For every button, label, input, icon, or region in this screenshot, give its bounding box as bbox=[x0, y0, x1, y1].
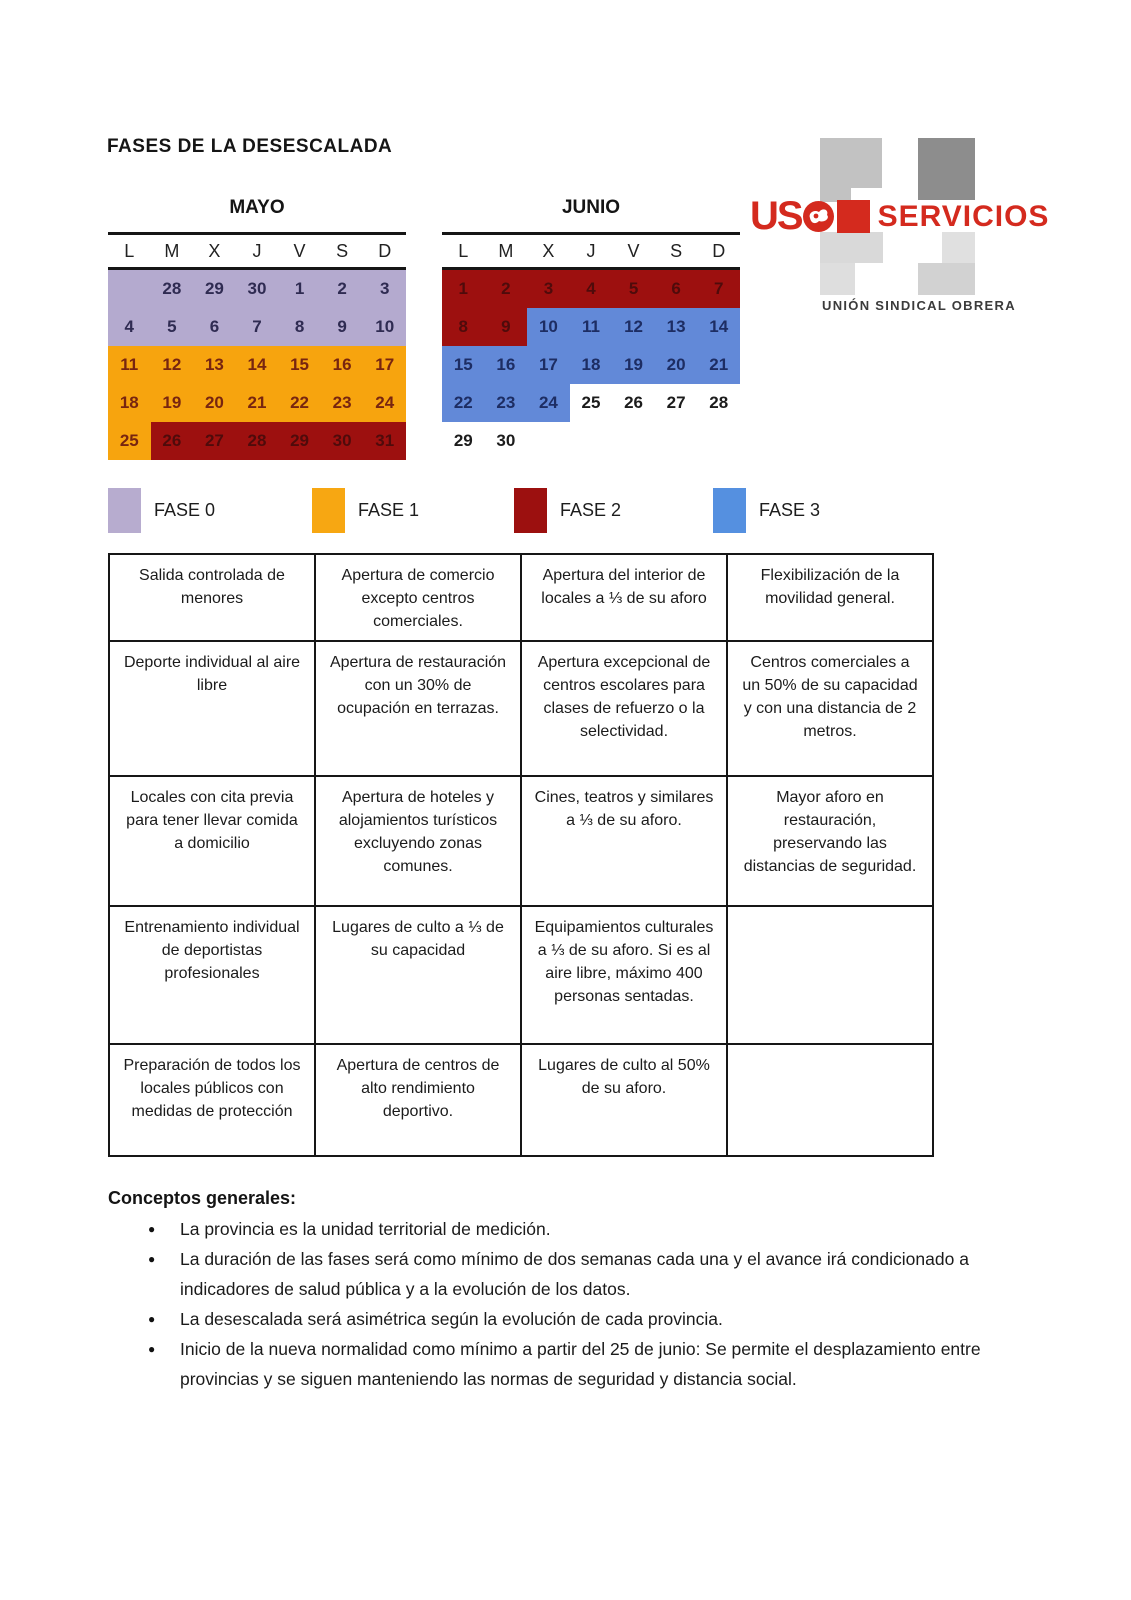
calendar-day-cell: 17 bbox=[527, 346, 570, 384]
calendar-day-cell: 2 bbox=[321, 270, 364, 308]
calendar-day-cell: 5 bbox=[151, 308, 194, 346]
calendar-day-cell: 14 bbox=[697, 308, 740, 346]
logo-block-icon bbox=[918, 138, 975, 200]
phases-table bbox=[108, 553, 934, 1157]
day-header-cell: J bbox=[252, 240, 262, 261]
calendar-grid bbox=[108, 270, 406, 460]
day-header-cell: L bbox=[458, 240, 469, 261]
day-header-cell: D bbox=[378, 240, 392, 261]
table-row bbox=[109, 906, 933, 1044]
day-header-cell: D bbox=[712, 240, 726, 261]
calendar-day-cell: 7 bbox=[697, 270, 740, 308]
calendar-day-cell: 21 bbox=[697, 346, 740, 384]
calendar-day-cell: 12 bbox=[151, 346, 194, 384]
calendar-day-cell: 12 bbox=[612, 308, 655, 346]
calendar-day-cell: 29 bbox=[278, 422, 321, 460]
calendar-title: JUNIO bbox=[561, 197, 621, 218]
table-cell: Apertura de centros de alto rendimiento deportivo. bbox=[315, 1044, 521, 1156]
table-cell: Flexibilización de la movilidad general. bbox=[727, 554, 933, 641]
calendar-day-cell bbox=[697, 422, 740, 460]
concepts-list bbox=[142, 1214, 1032, 1394]
table-cell bbox=[727, 906, 933, 1044]
calendar-day-cell: 19 bbox=[612, 346, 655, 384]
calendar-day-cell: 26 bbox=[612, 384, 655, 422]
dove-icon bbox=[803, 201, 834, 232]
calendar-day-cell: 24 bbox=[527, 384, 570, 422]
table-cell: Salida controlada de menores bbox=[109, 554, 315, 641]
calendar-day-cell: 22 bbox=[278, 384, 321, 422]
calendar-day-cell: 4 bbox=[108, 308, 151, 346]
legend-label: FASE 0 bbox=[154, 499, 216, 520]
uso-servicios-logo bbox=[750, 138, 1050, 323]
brand-square-icon bbox=[837, 200, 870, 233]
calendar-day-cell: 25 bbox=[570, 384, 613, 422]
calendar-day-cell bbox=[655, 422, 698, 460]
calendar-day-cell: 1 bbox=[278, 270, 321, 308]
calendar-day-cell: 10 bbox=[363, 308, 406, 346]
calendar-day-cell: 19 bbox=[151, 384, 194, 422]
calendar-day-headers bbox=[442, 232, 740, 270]
table-cell: Preparación de todos los locales públicos con medidas de protección bbox=[109, 1044, 315, 1156]
calendar-day-cell: 9 bbox=[485, 308, 528, 346]
table-row bbox=[109, 776, 933, 906]
day-header-cell: S bbox=[670, 240, 683, 261]
calendar-day-cell: 16 bbox=[485, 346, 528, 384]
calendar-day-cell: 30 bbox=[236, 270, 279, 308]
calendar-day-cell: 8 bbox=[442, 308, 485, 346]
calendar-day-cell: 3 bbox=[363, 270, 406, 308]
legend-swatch-icon bbox=[713, 488, 746, 533]
legend-swatch-icon bbox=[108, 488, 141, 533]
calendar-day-cell: 13 bbox=[193, 346, 236, 384]
calendar-day-cell: 29 bbox=[193, 270, 236, 308]
day-header-cell: M bbox=[164, 240, 180, 261]
calendar-day-cell: 18 bbox=[108, 384, 151, 422]
calendar-day-cell bbox=[612, 422, 655, 460]
list-item: ● La desescalada será asimétrica según la evolución de cada provincia. bbox=[142, 1304, 1032, 1334]
calendar-day-cell: 15 bbox=[442, 346, 485, 384]
table-row bbox=[109, 554, 933, 641]
table-cell: Apertura del interior de locales a ⅓ de su aforo bbox=[521, 554, 727, 641]
calendar-day-cell: 23 bbox=[321, 384, 364, 422]
calendar-day-cell: 3 bbox=[527, 270, 570, 308]
calendar-day-cell: 25 bbox=[108, 422, 151, 460]
logo-block-icon bbox=[820, 263, 855, 295]
calendar-day-cell: 14 bbox=[236, 346, 279, 384]
calendar-day-cell: 7 bbox=[236, 308, 279, 346]
table-cell: Lugares de culto al 50% de su aforo. bbox=[521, 1044, 727, 1156]
table-cell: Equipamientos culturales a ⅓ de su aforo. Si es al aire libre, máximo 400 personas sentadas. bbox=[521, 906, 727, 1044]
logo-block-icon bbox=[918, 263, 975, 295]
table-cell: Apertura de comercio excepto centros comerciales. bbox=[315, 554, 521, 641]
calendar-day-cell: 27 bbox=[193, 422, 236, 460]
logo-subtitle: UNIÓN SINDICAL OBRERA bbox=[822, 298, 1016, 313]
logo-wordmark bbox=[750, 194, 1050, 238]
calendar-day-cell: 13 bbox=[655, 308, 698, 346]
table-row bbox=[109, 641, 933, 776]
legend-label: FASE 1 bbox=[358, 499, 420, 520]
table-cell: Entrenamiento individual de deportistas profesionales bbox=[109, 906, 315, 1044]
day-header-cell: V bbox=[293, 240, 306, 261]
legend-item bbox=[312, 487, 419, 533]
table-cell bbox=[727, 1044, 933, 1156]
calendar-day-cell: 5 bbox=[612, 270, 655, 308]
legend-swatch-icon bbox=[514, 488, 547, 533]
calendar-day-cell: 24 bbox=[363, 384, 406, 422]
day-header-cell: M bbox=[498, 240, 514, 261]
calendar-grid bbox=[442, 270, 740, 460]
calendar-day-cell: 6 bbox=[655, 270, 698, 308]
calendar-day-cell: 1 bbox=[442, 270, 485, 308]
day-header-cell: S bbox=[336, 240, 349, 261]
calendar-day-cell: 20 bbox=[655, 346, 698, 384]
list-item: ● La duración de las fases será como mínimo de dos semanas cada una y el avance irá condicionado a indicadores de salud pública y a la evolución de los datos. bbox=[142, 1244, 1032, 1304]
calendar-day-cell: 4 bbox=[570, 270, 613, 308]
calendar-june bbox=[442, 197, 740, 460]
calendar-day-cell bbox=[108, 270, 151, 308]
calendar-day-cell: 11 bbox=[570, 308, 613, 346]
table-cell: Centros comerciales a un 50% de su capacidad y con una distancia de 2 metros. bbox=[727, 641, 933, 776]
concepts-heading: Conceptos generales: bbox=[108, 1188, 297, 1208]
table-cell: Apertura de restauración con un 30% de ocupación en terrazas. bbox=[315, 641, 521, 776]
calendar-day-cell: 31 bbox=[363, 422, 406, 460]
calendar-day-cell: 26 bbox=[151, 422, 194, 460]
logo-block-icon bbox=[820, 138, 882, 188]
calendar-day-cell: 16 bbox=[321, 346, 364, 384]
logo-block-icon bbox=[942, 232, 975, 263]
table-cell: Deporte individual al aire libre bbox=[109, 641, 315, 776]
calendar-day-cell: 30 bbox=[485, 422, 528, 460]
calendar-day-cell: 15 bbox=[278, 346, 321, 384]
list-item: ● La provincia es la unidad territorial de medición. bbox=[142, 1214, 1032, 1244]
calendar-day-cell: 2 bbox=[485, 270, 528, 308]
table-cell: Cines, teatros y similares a ⅓ de su aforo. bbox=[521, 776, 727, 906]
day-header-cell: L bbox=[124, 240, 135, 261]
calendar-day-cell: 28 bbox=[151, 270, 194, 308]
table-cell: Lugares de culto a ⅓ de su capacidad bbox=[315, 906, 521, 1044]
calendar-day-cell: 9 bbox=[321, 308, 364, 346]
day-header-cell: V bbox=[627, 240, 640, 261]
calendar-day-cell: 6 bbox=[193, 308, 236, 346]
table-cell: Locales con cita previa para tener llevar comida a domicilio bbox=[109, 776, 315, 906]
calendar-day-headers bbox=[108, 232, 406, 270]
page-title: FASES DE LA DESESCALADA bbox=[107, 136, 393, 157]
table-cell: Mayor aforo en restauración, preservando las distancias de seguridad. bbox=[727, 776, 933, 906]
table-row bbox=[109, 1044, 933, 1156]
calendar-day-cell: 28 bbox=[697, 384, 740, 422]
brand-suffix-text: SERVICIOS bbox=[877, 199, 1050, 233]
calendar-day-cell: 20 bbox=[193, 384, 236, 422]
brand-text: US bbox=[750, 194, 802, 238]
calendar-day-cell: 17 bbox=[363, 346, 406, 384]
legend-item bbox=[713, 487, 820, 533]
legend-label: FASE 3 bbox=[759, 499, 821, 520]
calendar-day-cell: 28 bbox=[236, 422, 279, 460]
legend-label: FASE 2 bbox=[560, 499, 622, 520]
list-item: ● Inicio de la nueva normalidad como mínimo a partir del 25 de junio: Se permite el desplazamiento entre provincias y se siguen manteniendo las normas de seguridad y distancia social. bbox=[142, 1334, 1032, 1394]
calendar-day-cell: 30 bbox=[321, 422, 364, 460]
calendar-day-cell: 10 bbox=[527, 308, 570, 346]
calendar-day-cell: 23 bbox=[485, 384, 528, 422]
calendar-title: MAYO bbox=[229, 197, 285, 218]
calendar-day-cell: 11 bbox=[108, 346, 151, 384]
table-cell: Apertura excepcional de centros escolares para clases de refuerzo o la selectividad. bbox=[521, 641, 727, 776]
legend-swatch-icon bbox=[312, 488, 345, 533]
calendar-day-cell: 21 bbox=[236, 384, 279, 422]
calendar-day-cell: 29 bbox=[442, 422, 485, 460]
day-header-cell: J bbox=[586, 240, 596, 261]
calendar-day-cell: 22 bbox=[442, 384, 485, 422]
table-cell: Apertura de hoteles y alojamientos turísticos excluyendo zonas comunes. bbox=[315, 776, 521, 906]
calendar-day-cell: 8 bbox=[278, 308, 321, 346]
fase-legend bbox=[0, 487, 1131, 533]
day-header-cell: X bbox=[208, 240, 221, 261]
logo-block-icon bbox=[820, 232, 883, 263]
legend-item bbox=[108, 487, 215, 533]
calendar-day-cell bbox=[570, 422, 613, 460]
day-header-cell: X bbox=[542, 240, 555, 261]
calendar-day-cell: 18 bbox=[570, 346, 613, 384]
calendar-day-cell bbox=[527, 422, 570, 460]
calendar-day-cell: 27 bbox=[655, 384, 698, 422]
legend-item bbox=[514, 487, 621, 533]
calendar-may bbox=[108, 197, 406, 460]
